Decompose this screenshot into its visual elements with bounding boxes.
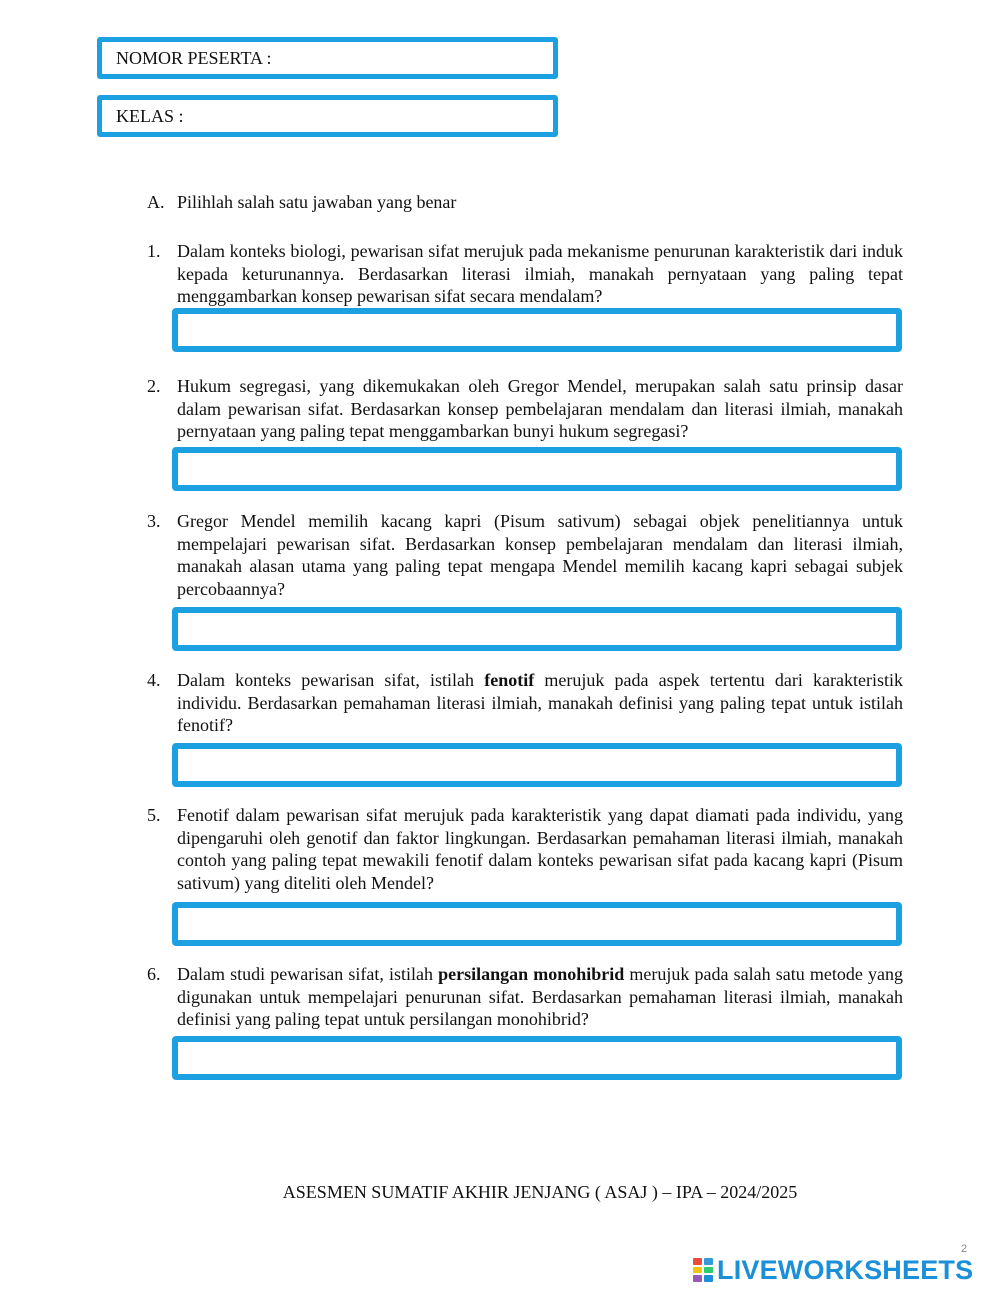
answer-box-3[interactable] — [172, 607, 902, 651]
question-1 — [147, 240, 903, 308]
question-4 — [147, 669, 903, 737]
question-number: 1. — [147, 241, 161, 261]
question-number: 2. — [147, 376, 161, 396]
question-number: 6. — [147, 964, 161, 984]
question-text: Gregor Mendel memilih kacang kapri (Pisum sativum) sebagai objek penelitiannya untuk mempelajari pewarisan sifat. Berdasarkan konsep pembelajaran mendalam dan literasi ilmiah, manakah alasan utama yang paling tepat mengapa Mendel memilih kacang kapri sebagai subjek percobaannya? — [177, 511, 903, 599]
question-3 — [147, 510, 903, 600]
question-text-part: Dalam studi pewarisan sifat, istilah — [177, 964, 439, 984]
answer-box-6[interactable] — [172, 1036, 902, 1080]
question-number: 3. — [147, 511, 161, 531]
question-text — [177, 963, 903, 1031]
question-text-part: Dalam konteks pewarisan sifat, istilah — [177, 670, 485, 690]
question-keyword: fenotif — [484, 670, 535, 690]
section-instruction — [147, 191, 456, 213]
class-field[interactable] — [97, 95, 558, 137]
question-2 — [147, 375, 903, 443]
footer-title: ASESMEN SUMATIF AKHIR JENJANG ( ASAJ ) – IPA – 2024/2025 — [282, 1182, 798, 1202]
liveworksheets-logo-icon — [693, 1258, 713, 1282]
class-label: KELAS : — [116, 106, 184, 126]
liveworksheets-logo[interactable] — [693, 1255, 973, 1285]
question-number: 4. — [147, 670, 161, 690]
question-number: 5. — [147, 805, 161, 825]
question-text: Fenotif dalam pewarisan sifat merujuk pada karakteristik yang dapat diamati pada individu, yang dipengaruhi oleh genotif dan faktor lingkungan. Berdasarkan pemahaman literasi ilmiah, manakah contoh yang paling tepat mewakili fenotif dalam konteks pewarisan sifat pada kacang kapri (Pisum sativum) yang diteliti oleh Mendel? — [177, 805, 903, 893]
page-number: 2 — [961, 1243, 968, 1255]
question-text — [177, 669, 903, 737]
question-text: Dalam konteks biologi, pewarisan sifat merujuk pada mekanisme penurunan karakteristik dari induk kepada keturunannya. Berdasarkan literasi ilmiah, manakah pernyataan yang paling tepat menggambarkan konsep pewarisan sifat secara mendalam? — [177, 241, 903, 306]
question-6 — [147, 963, 903, 1031]
question-text-part: merujuk pada salah satu metode yang digunakan untuk mempelajari penurunan sifat. Berdasarkan pemahaman literasi ilmiah, manakah definisi yang paling tepat untuk persilangan monohibrid? — [177, 964, 903, 1029]
question-text: Hukum segregasi, yang dikemukakan oleh Gregor Mendel, merupakan salah satu prinsip dasar dalam pewarisan sifat. Berdasarkan konsep pembelajaran mendalam dan literasi ilmiah, manakah pernyataan yang paling tepat menggambarkan bunyi hukum segregasi? — [177, 376, 903, 441]
answer-box-2[interactable] — [172, 447, 902, 491]
logo-text: LIVEWORKSHEETS — [717, 1254, 974, 1285]
answer-box-4[interactable] — [172, 743, 902, 787]
participant-number-field[interactable] — [97, 37, 558, 79]
answer-box-5[interactable] — [172, 902, 902, 946]
section-letter: A. — [147, 192, 165, 212]
question-keyword: persilangan monohibrid — [438, 964, 625, 984]
participant-number-label: NOMOR PESERTA : — [116, 48, 272, 68]
answer-box-1[interactable] — [172, 308, 902, 352]
instruction-text: Pilihlah salah satu jawaban yang benar — [177, 192, 457, 212]
question-text-part: merujuk pada aspek tertentu dari karakteristik individu. Berdasarkan pemahaman literasi ilmiah, manakah definisi yang paling tepat untuk istilah fenotif? — [177, 670, 904, 735]
question-5 — [147, 804, 903, 894]
